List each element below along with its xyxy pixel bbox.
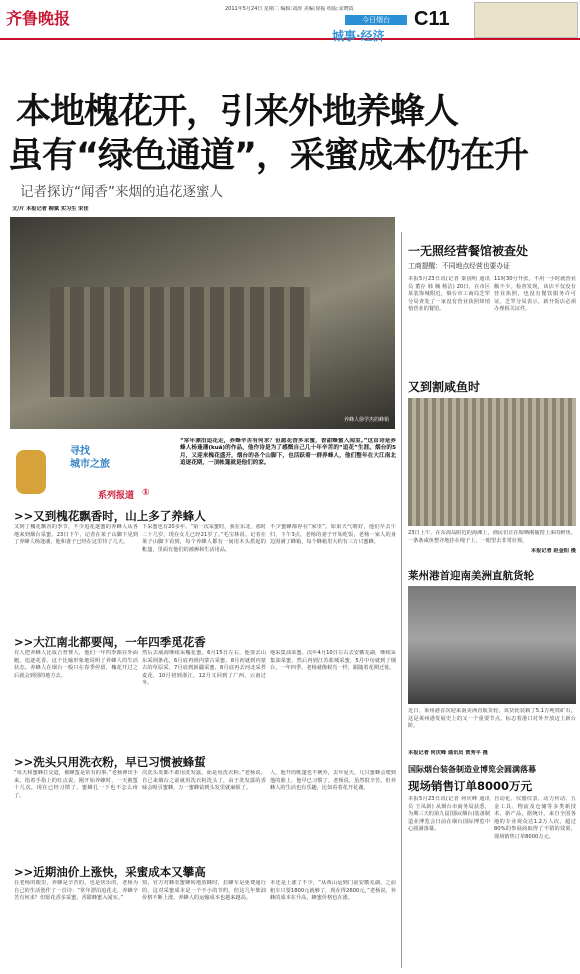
article-2-title: 又到割咸鱼时 <box>408 380 481 394</box>
cargo-ship-photo <box>408 586 576 704</box>
section-1-col-2: 下采蜜也有20多年。“第一次采蜜时，我在东北，那时二十几岁，现在女儿已经21岁了。”毛宝林说。记者在莱子山脚下看到，每个养蜂人都有一间用木头搭起的帐篷，里面有他们的被褥和生活用品。 <box>142 524 266 553</box>
section-2-title: >>大江南北都要闯，一年四季觅花香 <box>14 635 206 649</box>
article-4-col-1: 本报5月23日讯(记者 何庆峰 通讯员 王凤新) 从烟台市商务局获悉，为期三天的第九届国际(烟台)装备制造业博览会日前在烟台国际博览中心圆满落幕。 <box>408 796 490 833</box>
series-lead: 寻找 <box>70 446 90 457</box>
article-1-col-2: 11时30分开张，不用一小时就营业额不少。检查发现，该店不仅没有营业执照，也没有餐饮服务许可证。芝罘分局表示，新开饭店必须办理相关证件。 <box>494 276 576 313</box>
section-4-col-2: 知，官方对蜂农蜜蜂转地放蜂时，拉蜂车是免费通行的，这对采蜜成本是一个不小的节约，但这几年柴油价格不断上涨，养蜂人的运输成本也越来越高。 <box>142 880 266 902</box>
article-3-credit: 本报记者 何庆峰 通讯员 贾秀平 摄 <box>408 750 488 756</box>
subhead: 记者探访“闻香”来烟的追花逐蜜人 <box>20 184 223 200</box>
article-4-title-2: 现场销售订单8000万元 <box>408 779 533 793</box>
article-1-subtitle: 工商提醒：不同地点经营也要办证 <box>408 262 510 270</box>
beekeeper-photo <box>10 217 395 429</box>
section-4-col-1: 在老杨的眼里，养蜂是辛苦的，也是快乐的，老杨为自己的生活创作了一首诗：“常年漂泊追花走，养蜂辛苦有何求？但愿花香多采蜜，香甜蜂蜜入闻室。” <box>14 880 138 902</box>
section-3-col-2: 次洗头发都不敢用洗发露，而是用洗衣粉。”老杨说，自己来烟台之前就用洗衣粉洗头了，由于洗发露的香味会吸引蜜蜂，万一蜜蜂钻到头发里就麻烦了。 <box>142 770 266 792</box>
section-2-col-3: 地采集油菜蜜。次年4月10日左右去安徽芜湖，继续采集油菜蜜，然后再到江苏盐城采蜜，5月中旬就到了烟台，一年四季，老杨就像候鸟一样，跟随着花期迁徙。 <box>270 650 396 672</box>
series-number: ① <box>142 488 150 498</box>
section-4-title: >>近期油价上涨快，采蜜成本又攀高 <box>14 865 206 879</box>
section-1-col-1: 又到了槐花飘香的季节，不少追花逐蜜的养蜂人从各地来到烟台采蜜。23日下午，记者在莱子山脚下见到了养蜂人杨逢潘，他和妻子已经在这里待了几天。 <box>14 524 138 546</box>
section-2-col-1: 有人把养蜂人比成吉普赛人，他们一年四季都在外面跑，追逐花香。这个比喻形象地说明了养蜂人的生活状态。养蜂人在烟台一般只在春季停留，槐花开过之后就会到别的地方去。 <box>14 650 138 679</box>
series-sub: 系列报道 <box>98 491 135 501</box>
headline-1: 本地槐花开，引来外地养蜂人 <box>16 92 459 132</box>
column-divider <box>401 232 402 968</box>
newspaper-logo: 齐鲁晚报 <box>6 9 71 28</box>
section-3-col-1: “每天和蜜蜂打交道，被蜂蜇是常有的事。”老杨伸出手来，指着手指上的红点说，刚开始养蜂时，一天被蜇十几次，现在已经习惯了，蜜蜂扎一下也不怎么疼了。 <box>14 770 138 799</box>
section-1-col-3: 不少蜜蜂都停在“家里”。如果天气晴好，他们早去午归，下午3点，老杨的妻子开始吃饭，老杨一家人的身边围满了蜂箱，每个蜂箱里大约有三万只蜜蜂。 <box>270 524 396 546</box>
article-2-caption: 23日上午，在东海岛附近的海滩上，渔民们正在晾晒刚捕捞上来的鲜鱼。一条条咸鱼整齐地挂在绳子上，一眼望去非常壮观。 <box>408 530 576 544</box>
beehive-boxes <box>50 287 310 397</box>
page-number: C11 <box>414 8 450 30</box>
photo-caption: 养蜂人徐学杰的蜂箱 <box>343 417 389 423</box>
article-4-title-1: 国际烟台装备制造业博览会圆满落幕 <box>408 765 536 774</box>
byline: 文/片 本报记者 柳斌 实习生 宋佳 <box>12 206 89 212</box>
section-4-col-3: 本还是上涨了不少，“从黄山运到门前安徽芜湖，之前租车只要1800元就够了，现在得2600元。”老杨说，养蜂的成本在升高，蜂蜜价格也在涨。 <box>270 880 396 902</box>
headline-2: 虽有“绿色通道”，采蜜成本仍在升 <box>8 136 529 176</box>
section-2-col-2: 然后去威海继续采槐花蜜，6月15日左右，他要去山东采荆条花，6月底再到内蒙古采蜜，8月初就到内蒙古的草原采，7月底到新疆采蜜，8月底再去河北采荞麦花，10月初到浙江，12月又回到了广西、云南过冬。 <box>142 650 266 687</box>
section-1-title: >>又到槐花飘香时，山上多了养蜂人 <box>14 509 206 523</box>
honey-jar-icon <box>16 450 46 494</box>
section-3-col-3: 人，他开的帐篷也不例外，去年夏天，几只蜜蜂会爬到他的脸上，他早已习惯了。老杨说，虽然很辛苦，但养蜂人的生活也有乐趣，比如看着花开花谢。 <box>270 770 396 792</box>
corner-ad-image <box>474 2 578 38</box>
article-3-caption: 近日，莱州港首次迎来南美洲直航货轮，该货轮装载了5.1万吨铁矿石，这是莱州港发展史上的又一个重要节点，标志着港口对外开放迈上新台阶。 <box>408 708 576 730</box>
article-2-credit: 本报记者 赵金阳 摄 <box>530 548 576 554</box>
article-4-col-2: 自动化、仪器仪表、动力传动、五金工具、物流及仓储等多类新技术、新产品，据统计，来自全国各地的专业观众达1.2万人次，超过80%的参展商取得了不错的效果，现场销售订单8000万元。 <box>494 796 576 840</box>
intro-text: “常年漂泊追花走，养蜂辛苦有何求？但愿花香多采蜜，香甜蜂蜜入闻室。”这首诗是养蜂人杨逢潘(kuā)的作品，他作诗是为了感慨自己几十年辛苦的“追花”生涯。烟台的5月，又迎来槐花盛开，烟台的各个山脚下，也活跃着一群养蜂人，他们整年在大江南北追逐花期，一顶帐篷就是他们的家。 <box>180 438 396 467</box>
section-3-title: >>洗头只用洗衣粉，早已习惯被蜂蜇 <box>14 755 206 769</box>
section-name: 城事·经济 <box>332 29 385 43</box>
series-title: 城市之旅 <box>70 459 110 470</box>
dried-fish-photo <box>408 398 576 526</box>
article-3-title: 莱州港首迎南美洲直航货轮 <box>408 570 534 582</box>
series-badge <box>14 440 174 506</box>
article-1-title: 一无照经营餐馆被查处 <box>408 244 529 258</box>
masthead <box>0 0 580 43</box>
article-1-col-1: 本报5月23日讯(记者 秦国明 通讯员 董存 韩 楠 杨洁) 20日，在市区某装饰城附近，烟台市工商局芝罘分局查处了一家没有营业执照却悄悄营业的餐馆。 <box>408 276 490 313</box>
edition-badge: 今日烟台 <box>345 15 407 25</box>
issue-meta: 2011年5月24日 星期二 编辑:刘涛 美编:徐振 组版:宋晓霞 <box>225 6 354 12</box>
